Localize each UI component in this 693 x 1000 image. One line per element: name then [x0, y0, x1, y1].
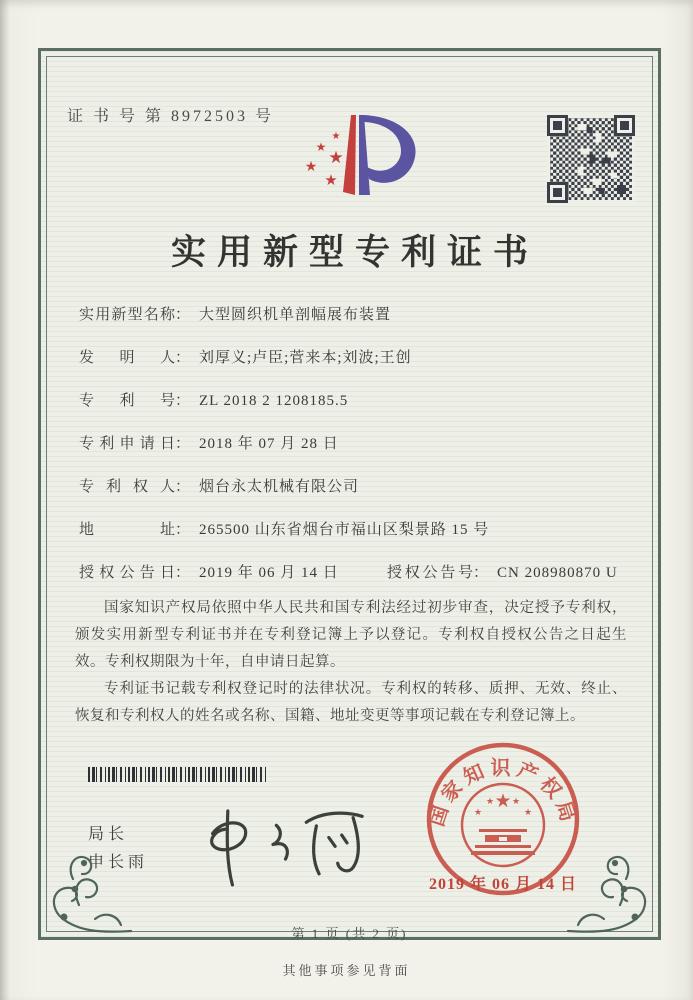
field-value: 2018 年 07 月 28 日 — [199, 436, 339, 452]
svg-text:★: ★ — [511, 796, 521, 806]
field-label: 授权公告号 — [387, 565, 473, 581]
field-row-grant — [79, 561, 624, 583]
certificate-frame — [38, 48, 661, 940]
field-row-patentee — [79, 475, 624, 497]
field-value: 刘厚义;卢臣;菅来本;刘波;王创 — [199, 350, 412, 366]
certificate-number: 证 书 号 第 8972503 号 — [67, 108, 275, 125]
director-title: 局长 — [88, 826, 129, 843]
field-row-inventors — [79, 346, 624, 368]
field-colon: ： — [175, 522, 191, 538]
legal-paragraph: 专利证书记载专利权登记时的法律状况。专利权的转移、质押、无效、终止、恢复和专利权人的姓名或名称、国籍、地址变更等事项记载在专利登记簿上。 — [75, 681, 627, 724]
page-number: 第 1 页 (共 2 页) — [291, 926, 408, 941]
svg-text:★: ★ — [315, 140, 327, 154]
field-group-grant-number — [387, 561, 618, 582]
field-value: 烟台永太机械有限公司 — [199, 479, 360, 495]
logo-p-mark — [343, 115, 416, 195]
field-colon: ： — [175, 350, 191, 366]
field-value: 2019 年 06 月 14 日 — [199, 565, 339, 581]
cnipa-logo-icon — [289, 103, 463, 209]
svg-text:★: ★ — [331, 131, 341, 142]
field-value: CN 208980870 U — [497, 565, 618, 581]
director-signature — [189, 796, 382, 893]
field-row-address — [79, 518, 624, 540]
svg-text:★: ★ — [473, 807, 483, 817]
field-colon: ： — [473, 565, 489, 581]
field-row-patent-no — [79, 389, 624, 411]
svg-text:★: ★ — [485, 796, 495, 806]
field-colon: ： — [175, 436, 191, 452]
field-colon: ： — [175, 393, 191, 409]
seal-arc-text: 国家知识产权局 — [425, 757, 581, 830]
svg-text:★: ★ — [324, 173, 338, 189]
field-row-name — [79, 303, 624, 325]
field-value: 大型圆织机单剖幅展布装置 — [199, 307, 392, 323]
field-label: 授权公告日 — [79, 565, 175, 581]
qr-code-icon — [547, 115, 635, 203]
field-label: 地址 — [79, 522, 175, 538]
legal-paragraph: 国家知识产权局依照中华人民共和国专利法经过初步审查，决定授予专利权，颁发实用新型专利证书并在专利登记簿上予以登记。专利权自授权公告之日起生效。专利权期限为十年，自申请日起算。 — [75, 600, 627, 670]
svg-text:★: ★ — [523, 807, 533, 817]
field-value: 265500 山东省烟台市福山区梨景路 15 号 — [199, 522, 490, 538]
national-emblem-icon — [462, 784, 544, 866]
field-colon: ： — [175, 479, 191, 495]
field-label: 专利权人 — [79, 479, 175, 495]
field-label: 专利号 — [79, 393, 175, 409]
field-label: 发明人 — [79, 350, 175, 366]
field-list — [79, 303, 624, 604]
director-name: 申长雨 — [88, 854, 149, 871]
field-label: 专利申请日 — [79, 436, 175, 452]
certificate-title: 实用新型专利证书 — [170, 233, 539, 272]
barcode — [88, 767, 266, 782]
field-value: ZL 2018 2 1208185.5 — [199, 393, 349, 409]
svg-text:★: ★ — [494, 791, 512, 812]
seal-date: 2019 年 06 月 14 日 — [428, 876, 577, 893]
legal-text-block — [75, 595, 627, 730]
field-label: 实用新型名称 — [79, 307, 175, 323]
corner-flourish-left-icon — [35, 839, 135, 935]
back-side-note: 其他事项参见背面 — [282, 963, 411, 978]
logo-stars — [305, 131, 344, 189]
field-row-filing-date — [79, 432, 624, 454]
svg-text:★: ★ — [328, 148, 344, 167]
svg-text:★: ★ — [304, 160, 318, 175]
field-colon: ： — [175, 307, 191, 323]
field-colon: ： — [175, 565, 191, 581]
